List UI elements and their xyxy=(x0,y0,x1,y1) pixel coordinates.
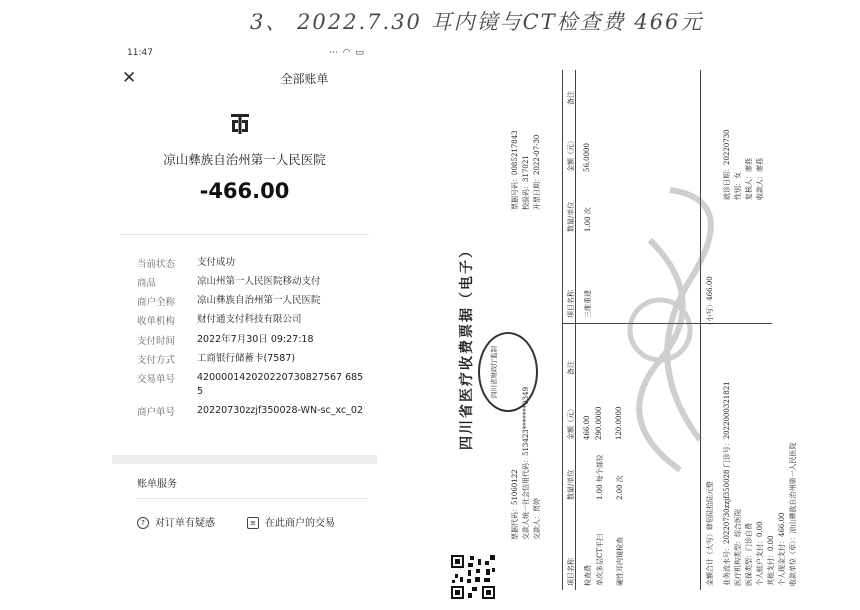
info-line: 收款单位（章）：凉山彝族自治州第一人民医院 xyxy=(789,442,797,586)
list-icon: ≡ xyxy=(247,517,259,529)
service-link-label: 在此商户的交易 xyxy=(265,518,335,529)
info-line: 业务流水号：20220730zzjf350028 门诊号：2022000321821 xyxy=(723,381,731,586)
receipt-meta-right xyxy=(510,130,543,210)
meta-line: 交款人统一社会信用代码：513423*******0349 xyxy=(522,386,530,540)
detail-label: 支付方式 xyxy=(137,355,176,366)
table-header: 金额（元） xyxy=(567,137,575,172)
detail-row-merchant-order-id xyxy=(137,404,367,436)
status-time: 11:47 xyxy=(127,48,153,58)
item-name: 检查费 xyxy=(584,565,592,586)
detail-row-time xyxy=(137,333,367,352)
merchant-logo-icon xyxy=(228,112,252,136)
table-header: 备注 xyxy=(567,361,575,375)
detail-value: 凉山彝族自治州第一人民医院 xyxy=(197,295,321,306)
item-amount: 466.00 xyxy=(583,415,591,440)
meta-line: 校验码：317021 xyxy=(522,155,530,210)
detail-label: 支付时间 xyxy=(137,336,176,347)
watermark-graphic xyxy=(600,180,720,480)
handwritten-note: 3、 2022.7.30 耳内镜与CT检查费 466元 xyxy=(250,10,704,34)
info-line: 个人现金支付：466.00 xyxy=(778,512,786,586)
detail-label: 收单机构 xyxy=(137,316,176,327)
receipt-title: 四川省医疗收费票据（电子） xyxy=(459,242,475,450)
info-line: 其他支付：0.00 xyxy=(767,535,775,586)
item-amount: 120.0000 xyxy=(615,406,623,440)
info-line: 医保类型：门诊自费 xyxy=(745,523,753,586)
section-gap xyxy=(112,455,377,464)
item-name: 单次多层CT平扫 xyxy=(596,533,604,586)
table-header: 数量/单位 xyxy=(567,469,575,500)
info-line: 收款人：廖燕 xyxy=(756,158,764,200)
detail-label: 商户全称 xyxy=(137,297,176,308)
info-line: 性别：女 xyxy=(734,172,742,200)
receipt-meta-left xyxy=(510,387,543,540)
detail-row-method xyxy=(137,352,367,371)
detail-row-merchant xyxy=(137,294,367,313)
divider xyxy=(120,234,369,235)
meta-line: 开票日期：2022-07-30 xyxy=(533,134,541,210)
item-amount: 56.0000 xyxy=(583,143,591,172)
detail-value: 工商银行储蓄卡(7587) xyxy=(197,353,296,364)
detail-value: 支付成功 xyxy=(197,257,236,268)
table-header: 金额（元） xyxy=(567,405,575,440)
detail-value: 20220730zzjf350028-WN-sc_xc_02 xyxy=(197,405,363,416)
close-icon[interactable]: ✕ xyxy=(122,68,137,88)
meta-line: 票据号码：0085217843 xyxy=(511,130,519,210)
detail-label: 交易单号 xyxy=(137,374,176,385)
info-line: 个人账户支付：0.00 xyxy=(756,521,764,586)
detail-label: 商品 xyxy=(137,278,157,289)
receipt-other-info-right xyxy=(722,129,766,200)
detail-value: 凉山州第一人民医院移动支付 xyxy=(197,276,321,287)
table-header: 项目名称 xyxy=(567,290,575,318)
payment-details xyxy=(137,256,367,436)
nav-bar xyxy=(112,66,377,96)
meta-line: 交款人：贾婷 xyxy=(533,498,541,540)
info-line: 复核人：廖燕 xyxy=(745,158,753,200)
info-line: 就诊日期：20220730 xyxy=(723,129,731,200)
status-bar xyxy=(127,48,365,62)
service-title: 账单服务 xyxy=(137,479,177,490)
item-qty: 2.00 次 xyxy=(616,475,624,500)
item-name: 三维重建 xyxy=(584,290,592,318)
merchant-name: 凉山彝族自治州第一人民医院 xyxy=(163,152,326,167)
receipt-other-info-left xyxy=(722,381,799,586)
detail-value: 2022年7月30日 09:27:18 xyxy=(197,334,314,345)
meta-line: 票据代码：51060122 xyxy=(511,469,519,540)
table-header: 数量/单位 xyxy=(567,201,575,232)
detail-value: 财付通支付科技有限公司 xyxy=(197,314,302,325)
detail-value: 420000142020220730827567 6855 xyxy=(197,372,364,397)
receipt-rotated xyxy=(450,60,850,600)
divider xyxy=(137,498,367,499)
table-header: 项目名称 xyxy=(567,558,575,586)
status-icons: ⋯ ◠ ▭ xyxy=(328,48,365,58)
detail-row-acquirer xyxy=(137,313,367,333)
total-small: （小写）466.00 xyxy=(706,276,714,329)
finance-seal: 四川省财政厅监制 xyxy=(478,332,538,412)
table-rule xyxy=(575,70,576,590)
detail-row-status xyxy=(137,256,367,275)
item-qty: 1.00 每个部位 xyxy=(596,454,604,500)
service-link-label: 对订单有疑惑 xyxy=(155,518,215,529)
item-name: 硬性耳内镜检查 xyxy=(616,537,624,586)
question-icon: ? xyxy=(137,517,149,529)
table-header: 备注 xyxy=(567,91,575,105)
order-question-link[interactable] xyxy=(137,514,215,529)
detail-row-transaction-id xyxy=(137,371,367,404)
medical-receipt xyxy=(450,60,850,600)
receipt-table xyxy=(562,70,624,590)
item-qty: 1.00 次 xyxy=(584,207,592,232)
payment-amount: -466.00 xyxy=(199,179,290,203)
detail-row-product xyxy=(137,275,367,294)
detail-label: 商户单号 xyxy=(137,407,176,418)
info-line: 医疗机构类型：综合医院 xyxy=(734,509,742,586)
item-amount: 290.0000 xyxy=(595,406,603,440)
total-text: 金额合计（大写）肆佰陆拾陆元整 xyxy=(706,481,714,586)
payment-screenshot xyxy=(112,42,377,552)
detail-label: 当前状态 xyxy=(137,259,176,270)
nav-title[interactable]: 全部账单 xyxy=(280,72,329,86)
merchant-transactions-link[interactable] xyxy=(247,514,335,529)
qr-code-icon xyxy=(450,554,496,600)
